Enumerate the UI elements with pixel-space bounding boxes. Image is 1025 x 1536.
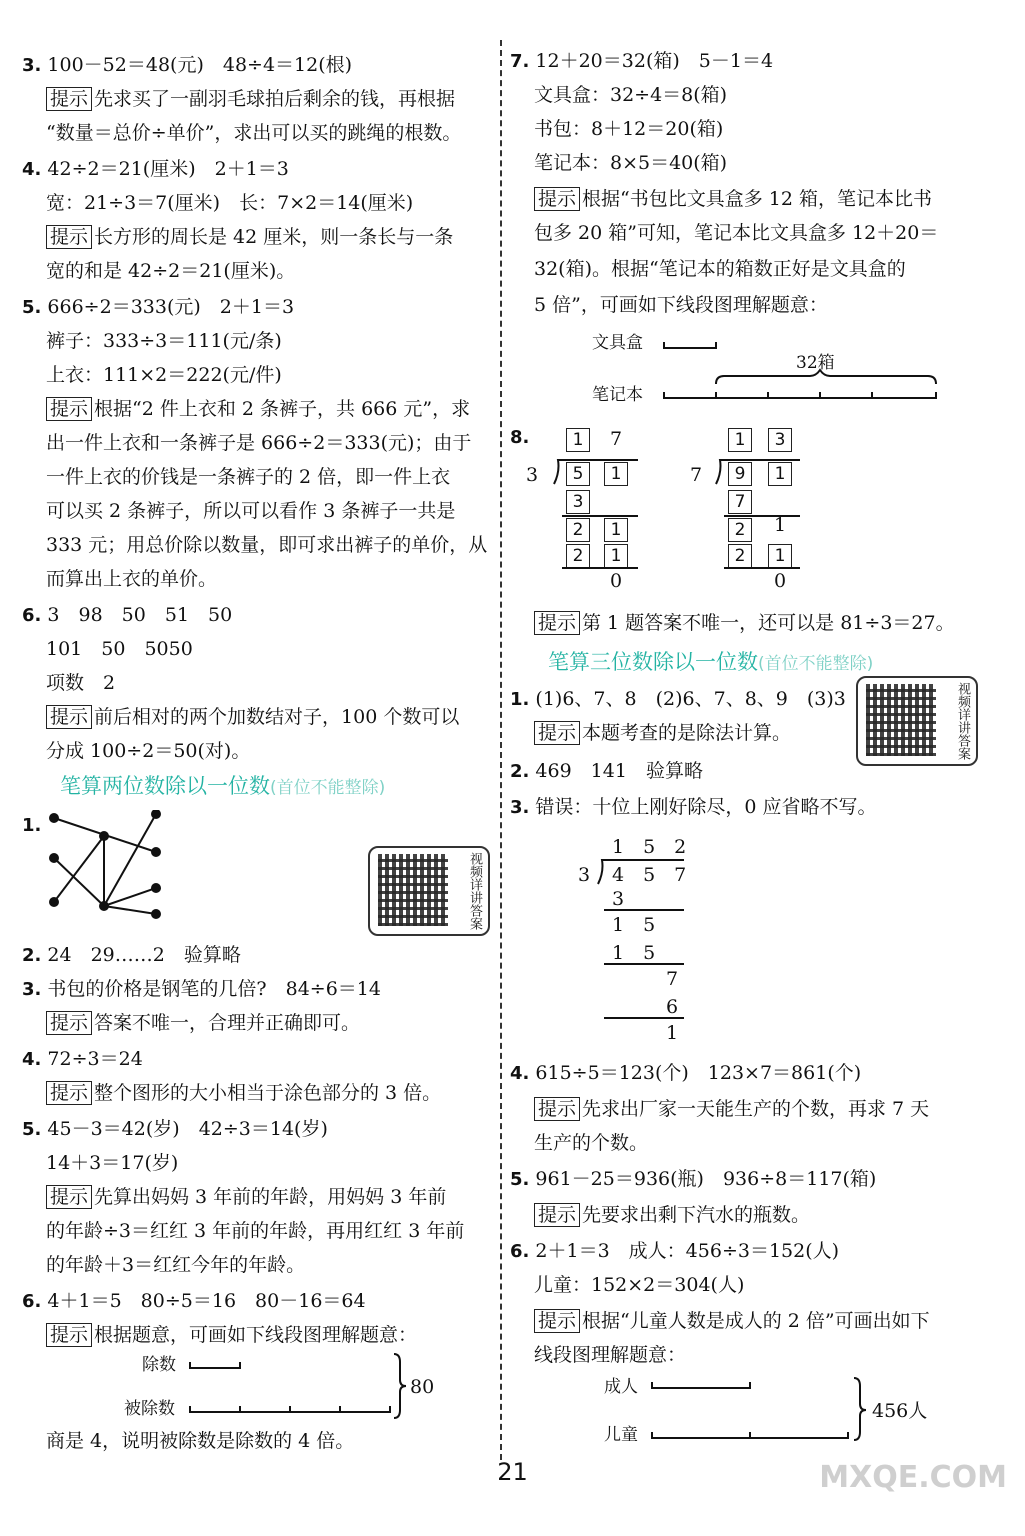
q5-answer-3: 上衣：111×2＝222(元/件) [46,364,282,386]
seg-label-notebook: 笔记本 [592,385,643,405]
box-quotient-1: 1 [728,428,752,452]
q7-hint-3: 32(箱)。根据“笔记本的箱数正好是文具盒的 [534,258,906,280]
t4-hint: 提示 先求出厂家一天能生产的个数，再求 7 天 [534,1096,929,1122]
box-step-2a: 2 [728,518,752,542]
segment-diagram-left [186,1350,436,1420]
q6-hint: 提示 前后相对的两个加数结对子，100 个数可以 [46,704,459,730]
t6-answer: 6. 2＋1＝3 成人：456÷3＝152(人) [510,1240,840,1262]
remainder-2: 0 [774,570,787,592]
brace [394,1354,406,1418]
seg-total-right: 32箱 [796,353,835,373]
s6-answer: 6. 4＋1＝5 80÷5＝16 80－16＝64 [22,1290,366,1312]
s2-answer: 2. 24 29……2 验算略 [22,944,241,966]
box-step-3b: 1 [604,544,628,568]
ld-step-5: 6 [666,996,679,1018]
seg-total-left: 80 [410,1376,435,1398]
section-title-left: 笔算两位数除以一位数(首位不能整除) [60,774,386,798]
remainder-1: 0 [610,570,623,592]
t4-answer: 4. 615÷5＝123(个) 123×7＝861(个) [510,1062,862,1084]
division-bracket [716,460,800,484]
q5-answer: 5. 666÷2＝333(元) 2＋1＝3 [22,296,295,318]
q7-answer-4: 笔记本：8×5＝40(箱) [534,152,728,174]
qr-pattern [378,854,448,926]
s5-hint-2: 的年龄÷3＝红红 3 年前的年龄，再用红红 3 年前 [46,1220,465,1242]
q6-hint-2: 分成 100÷2＝50(对)。 [46,740,251,762]
ld-dividend: 4 5 7 [612,864,687,886]
t6-hint: 提示 根据“儿童人数是成人的 2 倍”可画出如下 [534,1308,930,1334]
s6-hint: 提示 根据题意，可画如下线段图理解题意： [46,1322,417,1348]
seg-label-dividend: 被除数 [124,1399,175,1419]
box-step-1: 7 [728,490,752,514]
t5-answer: 5. 961－25＝936(瓶) 936÷8＝117(箱) [510,1168,877,1190]
division-bracket [554,460,638,484]
digit-quotient-2: 7 [610,428,623,450]
q4-answer: 4. 42÷2＝21(厘米) 2＋1＝3 [22,158,289,180]
s3-hint: 提示 答案不唯一，合理并正确即可。 [46,1010,360,1036]
pencilcase-segment [664,342,716,348]
box-step-3b: 1 [768,544,792,568]
ld-step-3: 1 5 [612,942,656,964]
q6-answer-2: 101 50 5050 [46,638,193,660]
box-quotient-2: 3 [768,428,792,452]
s5-hint: 提示 先算出妈妈 3 年前的年龄，用妈妈 3 年前 [46,1184,446,1210]
qr-pattern [866,684,936,756]
box-step-2a: 2 [566,518,590,542]
q7-answer-2: 文具盒：32÷4＝8(箱) [534,84,728,106]
match-line [54,836,104,902]
q5-hint-6: 而算出上衣的单价。 [46,568,218,590]
s6-conclusion: 商是 4，说明被除数是除数的 4 倍。 [46,1430,355,1452]
s1-num: 1. [22,815,42,836]
segment-diagram-q7 [660,336,950,406]
match-line [54,858,104,906]
division-bracket [598,860,684,884]
ld-divisor: 3 [578,864,591,886]
box-dividend-1: 9 [728,462,752,486]
box-step-3a: 2 [566,544,590,568]
q3-hint: 提示 先求买了一副羽毛球拍后剩余的钱，再根据 [46,86,455,112]
t4-hint-2: 生产的个数。 [534,1132,649,1154]
s3-answer: 3. 书包的价格是钢笔的几倍? 84÷6＝14 [22,978,381,1000]
divisor-segment [190,1362,240,1368]
q3-answer: 3. 100－52＝48(元) 48÷4＝12(根) [22,54,353,76]
ld-step-1: 3 [612,888,625,910]
seg-label-child: 儿童 [604,1425,638,1445]
q4-answer-2: 宽：21÷3＝7(厘米) 长：7×2＝14(厘米) [46,192,414,214]
seg-total-t6: 456人 [872,1400,928,1422]
q6-answer-3: 项数 2 [46,672,116,694]
watermark-logo: MXQE.COM [819,1460,1007,1495]
divisor-2: 7 [690,464,703,486]
brace-top [716,370,936,384]
q3-hint-cont: “数量＝总价÷单价”，求出可以买的跳绳的根数。 [46,122,462,144]
t6-answer-2: 儿童：152×2＝304(人) [534,1274,745,1296]
s5-answer-2: 14＋3＝17(岁) [46,1152,179,1174]
q5-hint-4: 可以买 2 条裤子，所以可以看作 3 条裤子一共是 [46,500,456,522]
long-division-lines [590,856,690,1024]
t5-hint: 提示 先要求出剩下汽水的瓶数。 [534,1202,810,1228]
column-divider [500,40,503,1460]
match-line [104,814,156,906]
box-step-2b: 1 [604,518,628,542]
q8-hint: 提示 第 1 题答案不唯一，还可以是 81÷3＝27。 [534,610,955,636]
t1-hint: 提示 本题考查的是除法计算。 [534,720,791,746]
ld-step-2: 1 5 [612,914,656,936]
qr-label: 视频详讲答案 [467,852,482,930]
division-2-lines [710,454,810,572]
s5-answer: 5. 45－3＝42(岁) 42÷3＝14(岁) [22,1118,328,1140]
ld-quotient: 1 5 2 [612,836,687,858]
q7-answer: 7. 12＋20＝32(箱) 5－1＝4 [510,50,774,72]
q4-hint-cont: 宽的和是 42÷2＝21(厘米)。 [46,260,296,282]
division-1-lines [548,454,648,572]
q5-hint: 提示 根据“2 件上衣和 2 条裤子，共 666 元”，求 [46,396,470,422]
ld-remainder: 1 [666,1022,679,1044]
seg-label-pencilcase: 文具盒 [592,333,643,353]
q7-hint-4: 5 倍”，可画如下线段图理解题意： [534,294,828,316]
t6-hint-2: 线段图理解题意： [534,1344,687,1366]
t1-answer: 1. (1)6、7、8 (2)6、7、8、9 (3)3 [510,688,846,710]
notebook-segment [664,392,936,398]
t2-answer: 2. 469 141 验算略 [510,760,703,782]
segment-diagram-t6 [648,1374,878,1444]
section-title-right: 笔算三位数除以一位数(首位不能整除) [548,650,874,674]
box-dividend-2: 1 [768,462,792,486]
q5-hint-2: 出一件上衣和一条裤子是 666÷2＝333(元)；由于 [46,432,472,454]
brace [854,1378,866,1440]
box-dividend-1: 5 [566,462,590,486]
seg-label-adult: 成人 [604,1377,638,1397]
ld-step-4: 7 [666,968,679,990]
s4-answer: 4. 72÷3＝24 [22,1048,143,1070]
q5-answer-2: 裤子：333÷3＝111(元/条) [46,330,282,352]
q5-hint-5: 333 元；用总价除以数量，即可求出裤子的单价，从 [46,534,488,556]
match-line [104,906,156,914]
q7-hint-2: 包多 20 箱”可知，笔记本比文具盒多 12＋20＝ [534,222,939,244]
q8-num: 8. [510,427,530,448]
q6-answer: 6. 3 98 50 51 50 [22,604,233,626]
box-dividend-2: 1 [604,462,628,486]
divisor-1: 3 [526,464,539,486]
q7-answer-3: 书包：8＋12＝20(箱) [534,118,724,140]
qr-code-left[interactable] [368,846,490,936]
page-number: 21 [497,1458,528,1486]
q5-hint-3: 一件上衣的价钱是一条裤子的 2 倍，即一件上衣 [46,466,451,488]
s5-hint-3: 的年龄＋3＝红红今年的年龄。 [46,1254,306,1276]
box-step-3a: 2 [728,544,752,568]
qr-label: 视频详讲答案 [955,682,970,760]
matching-diagram [40,810,170,920]
q4-hint: 提示 长方形的周长是 42 厘米，则一条长与一条 [46,224,453,250]
box-step-1: 3 [566,490,590,514]
adult-segment [652,1382,750,1388]
seg-label-divisor: 除数 [142,1355,176,1375]
qr-code-right[interactable] [856,676,978,766]
t3-answer: 3. 错误：十位上刚好除尽，0 应省略不写。 [510,796,877,818]
s4-hint: 提示 整个图形的大小相当于涂色部分的 3 倍。 [46,1080,441,1106]
digit-step-2b: 1 [774,514,787,536]
box-quotient-1: 1 [566,428,590,452]
hint-tag: 提示 [46,87,92,111]
q7-hint: 提示 根据“书包比文具盒多 12 箱，笔记本比书 [534,186,932,212]
